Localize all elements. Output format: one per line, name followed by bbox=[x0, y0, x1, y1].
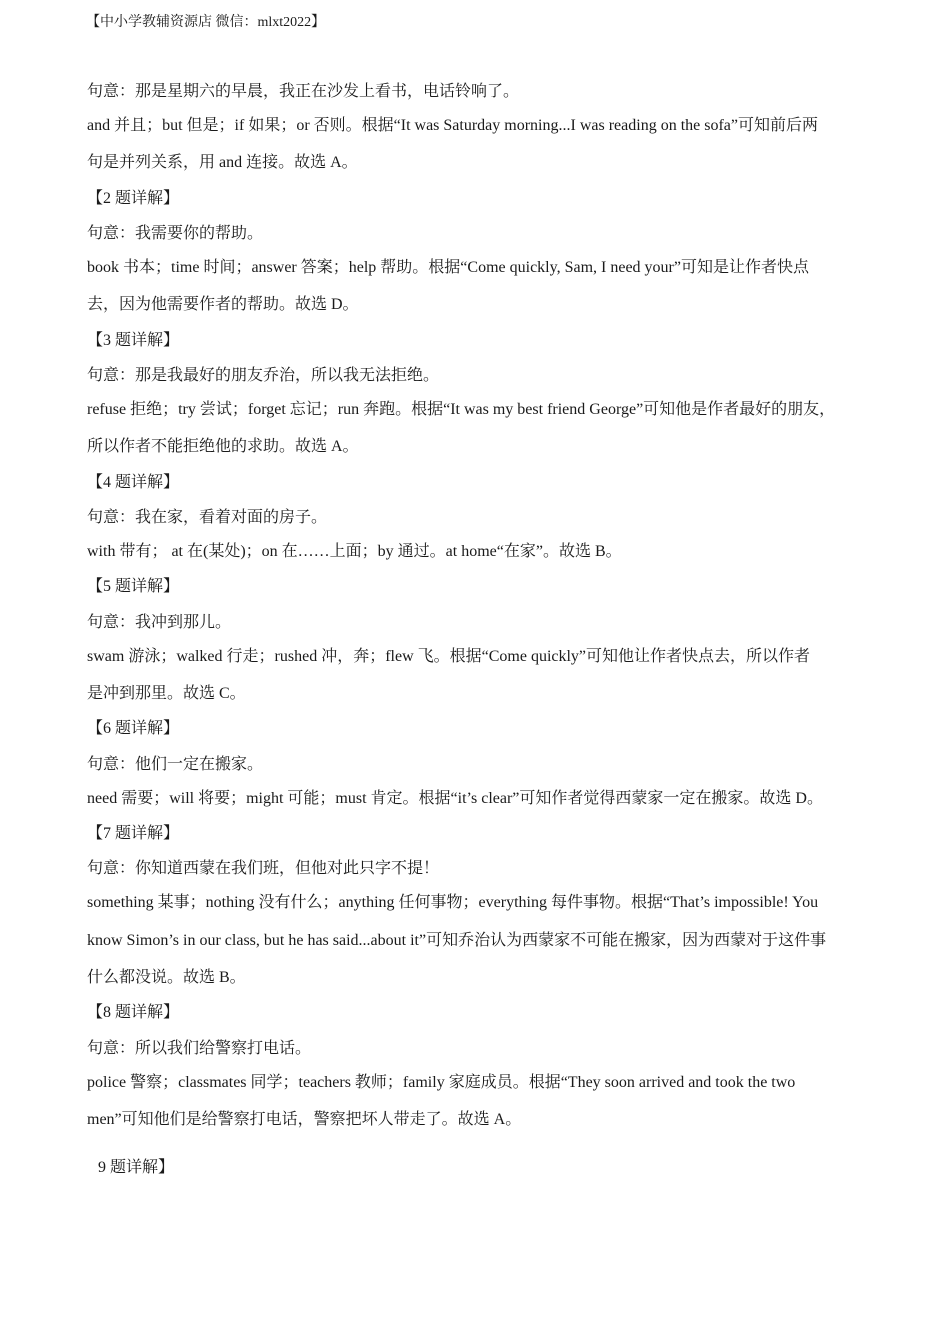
section-heading: 【5 题详解】 bbox=[87, 578, 180, 595]
text-line: book 书本；time 时间；answer 答案；help 帮助。根据“Come quickly, Sam, I need your”可知是让作者快点 bbox=[87, 259, 809, 276]
text-line: 是冲到那里。故选 C。 bbox=[87, 685, 246, 702]
text-line: men”可知他们是给警察打电话，警察把坏人带走了。故选 A。 bbox=[87, 1111, 522, 1128]
text-line: 句意：所以我们给警察打电话。 bbox=[87, 1040, 312, 1057]
text-line: 句意：他们一定在搬家。 bbox=[87, 756, 264, 773]
text-line: 句意：我在家，看着对面的房子。 bbox=[87, 509, 328, 526]
text-line: police 警察；classmates 同学；teachers 教师；family 家庭成员。根据“They soon arrived and took the two bbox=[87, 1074, 796, 1091]
text-line: refuse 拒绝；try 尝试；forget 忘记；run 奔跑。根据“It was my best friend George”可知他是作者最好的朋友， bbox=[87, 401, 836, 418]
section-heading: 【4 题详解】 bbox=[87, 474, 180, 491]
text-line: 句意：那是星期六的早晨，我正在沙发上看书，电话铃响了。 bbox=[87, 83, 520, 100]
section-heading: 【2 题详解】 bbox=[87, 190, 180, 207]
section-heading: 【3 题详解】 bbox=[87, 332, 180, 349]
section-heading-partial: 9 题详解】 bbox=[98, 1159, 175, 1176]
text-line: 句意：那是我最好的朋友乔治，所以我无法拒绝。 bbox=[87, 367, 440, 384]
text-line: need 需要；will 将要；might 可能；must 肯定。根据“it’s clear”可知作者觉得西蒙家一定在搬家。故选 D。 bbox=[87, 790, 823, 807]
text-line: 句是并列关系，用 and 连接。故选 A。 bbox=[87, 154, 358, 171]
section-heading: 【6 题详解】 bbox=[87, 720, 180, 737]
text-line: swam 游泳；walked 行走；rushed 冲，奔；flew 飞。根据“Come quickly”可知他让作者快点去，所以作者 bbox=[87, 648, 811, 665]
text-line: 所以作者不能拒绝他的求助。故选 A。 bbox=[87, 438, 359, 455]
page-header-watermark: 【中小学教辅资源店 微信：mlxt2022】 bbox=[86, 15, 326, 30]
text-line: 句意：你知道西蒙在我们班，但他对此只字不提！ bbox=[87, 860, 440, 877]
text-line: know Simon’s in our class, but he has said...about it”可知乔治认为西蒙家不可能在搬家，因为西蒙对于这件事 bbox=[87, 932, 827, 949]
text-line: 什么都没说。故选 B。 bbox=[87, 969, 246, 986]
section-heading: 【7 题详解】 bbox=[87, 825, 180, 842]
text-line: something 某事；nothing 没有什么；anything 任何事物；everything 每件事物。根据“That’s impossible! You bbox=[87, 894, 819, 911]
text-line: with 带有； at 在(某处)；on 在……上面；by 通过。at home“在家”。故选 B。 bbox=[87, 543, 622, 560]
text-line: 去，因为他需要作者的帮助。故选 D。 bbox=[87, 296, 359, 313]
section-heading: 【8 题详解】 bbox=[87, 1004, 180, 1021]
text-line: and 并且；but 但是；if 如果；or 否则。根据“It was Saturday morning...I was reading on the sofa”可知前后两 bbox=[87, 117, 818, 134]
text-line: 句意：我冲到那儿。 bbox=[87, 614, 232, 631]
text-line: 句意：我需要你的帮助。 bbox=[87, 225, 264, 242]
